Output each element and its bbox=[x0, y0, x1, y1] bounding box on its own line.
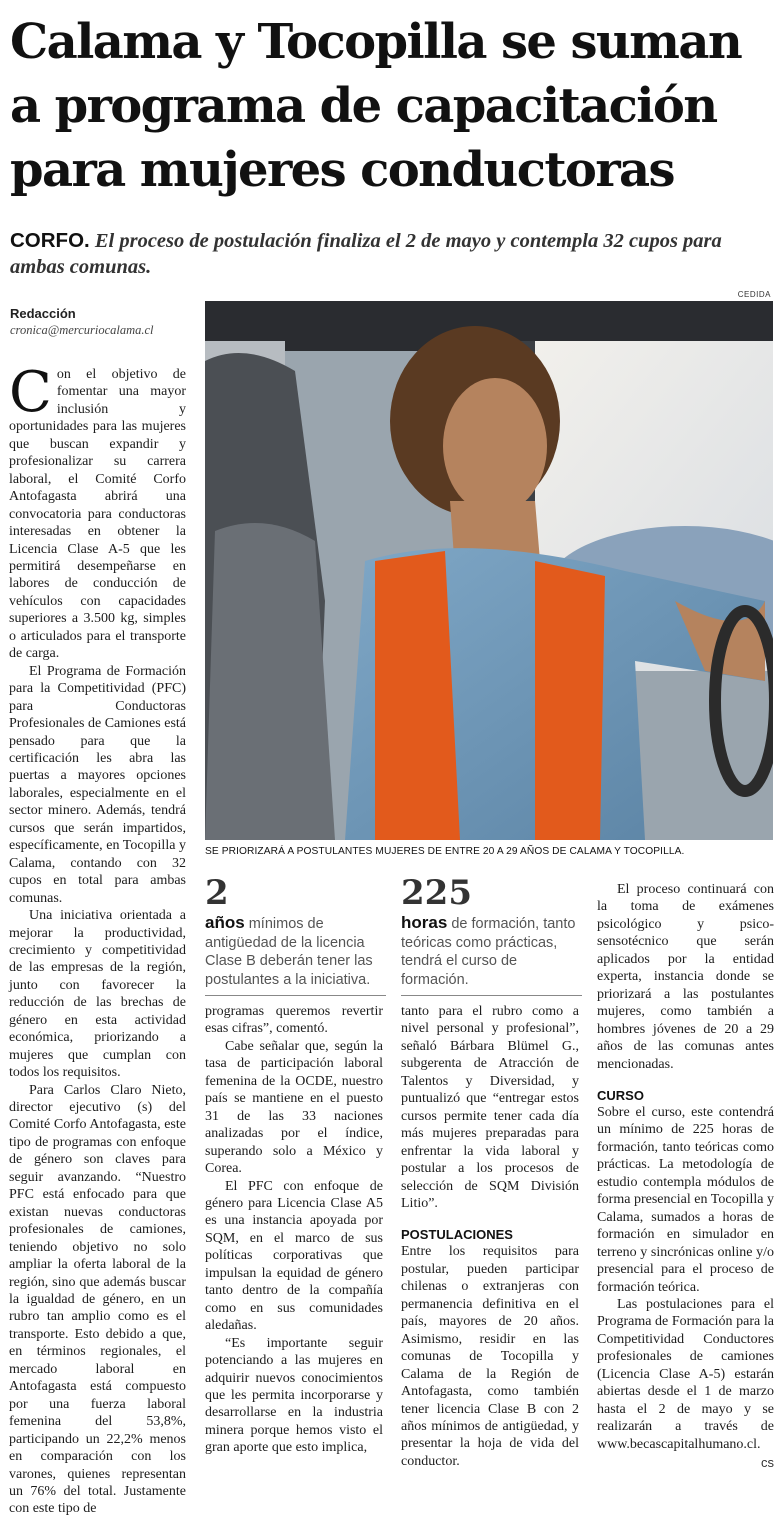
paragraph: tanto para el rubro como a nivel personal y profesional”, señaló Bárbara Blümel G., subgerenta de Atracción de Talentos y Diversidad, y puntualizó que “entregar estos cursos permite tener cada día más mujeres preparadas para enfrentar la vida laboral y postular a los procesos de selección de SQM División Litio”. bbox=[401, 1004, 579, 1211]
fact-text: de formación, tanto teóricas como prácticas, tendrá el curso de formación. bbox=[401, 916, 576, 988]
photo-caption: SE PRIORIZARÁ A POSTULANTES MUJERES DE ENTRE 20 A 29 AÑOS DE CALAMA Y TOCOPILLA. bbox=[205, 846, 685, 857]
paragraph: El proceso continuará con la toma de exámenes psicológico y psico-sensotécnico que serán aplicados por la entidad experta, instancia donde se priorizará a las postulantes mujeres, como también a hombres jóvenes de 20 a 29 años de las comunas antes mencionadas. bbox=[597, 882, 774, 1072]
drop-cap: C bbox=[9, 360, 52, 425]
fact-unit: años bbox=[205, 913, 245, 932]
article-column-1 bbox=[9, 360, 186, 1518]
paragraph: Cabe señalar que, según la tasa de participación laboral femenina de la OCDE, nuestro país se mantiene en el puesto 31 de las 33 naciones analizadas por el índice, superando solo a México y Corea. bbox=[205, 1038, 383, 1177]
kicker: CORFO. bbox=[10, 229, 90, 252]
paragraph: El PFC con enfoque de género para Licencia Clase A5 es una instancia apoyada por SQM, en el marco de sus políticas corporativas que impulsan la equidad de género tanto dentro de la compañía como en sus comunidades aledañas. bbox=[205, 1178, 383, 1334]
divider bbox=[401, 995, 582, 996]
article-column-3 bbox=[401, 1003, 579, 1470]
paragraph: Con el objetivo de fomentar una mayor inclusión y oportunidades para las mujeres que buscan expandir y profesionalizar su carrera laboral, el Comité Corfo Antofagasta abrirá una convocatoria para conductoras interesadas en obtener la Licencia Clase A-5 que les permitirá desempeñarse en labores de conducción de vehículos con capacidades superiores a 3.500 kg, simples o articulados para el transporte de carga. bbox=[9, 360, 186, 662]
byline-email: cronica@mercuriocalama.cl bbox=[10, 323, 154, 337]
paragraph: programas queremos revertir esas cifras”, comentó. bbox=[205, 1004, 383, 1037]
woman-driving-illustration bbox=[205, 301, 773, 840]
article-photo bbox=[205, 301, 773, 840]
paragraph: Las postulaciones para el Programa de Formación para la Competitividad Conductores profesionales de camiones (Licencia Clase A-5) estarán abiertas desde el 1 de marzo hasta el 2 de mayo y se realizarán a través de www.becascapitalhumano.cl. cs bbox=[597, 1296, 774, 1471]
article-column-4 bbox=[597, 881, 774, 1472]
fact-box-hours bbox=[401, 873, 583, 989]
headline: Calama y Tocopilla se suman a programa de capacitación para mujeres conductoras bbox=[10, 14, 742, 198]
fact-number: 2 bbox=[205, 873, 229, 913]
paragraph: Sobre el curso, este contendrá un mínimo de 225 horas de formación, tanto teóricas como prácticas. La metodología de estudio contempla módulos de forma presencial en Tocopilla y Calama, sumados a horas de formación en simulador en terreno y sincrónicas online y/o presencial para el proceso de formación teórica. bbox=[597, 1104, 774, 1295]
paragraph: El Programa de Formación para la Competitividad (PFC) para Conductoras Profesionales de Camiones está pensado para que la certificación les abra las puertas a mayores opciones laborales, especialmente en el sector minero. Además, tendrá cursos que serán impartidos, específicamente, en Tocopilla y Calama, contando con 32 cupos en total para ambas comunas. bbox=[9, 663, 186, 906]
fact-number: 225 bbox=[401, 873, 472, 913]
section-heading: POSTULACIONES bbox=[401, 1227, 513, 1243]
fact-box-years bbox=[205, 873, 387, 989]
paragraph: Entre los requisitos para postular, pueden participar chilenas o extranjeras con permanencia definitiva en el país, mayores de 20 años. Asimismo, residir en las comunas de Tocopilla y Calama de la Región de Antofagasta, como también tener licencia Clase B con 2 años mínimos de antigüedad, y presentar la hoja de vida del conductor. bbox=[401, 1244, 579, 1469]
divider bbox=[205, 995, 386, 996]
section-heading: CURSO bbox=[597, 1087, 644, 1103]
photo-credit: CEDIDA bbox=[737, 290, 771, 299]
end-mark: cs bbox=[761, 1455, 774, 1471]
fact-unit: horas bbox=[401, 913, 448, 932]
byline-name: Redacción bbox=[10, 306, 76, 321]
paragraph: Una iniciativa orientada a mejorar la productividad, crecimiento y competitividad de las empresas de la región, junto con favorecer la reducción de las brechas de género en esta actividad económica, priorizando a mujeres que cumplan con todos los requisitos. bbox=[9, 908, 186, 1081]
lead-paragraph bbox=[10, 228, 772, 280]
paragraph: Para Carlos Claro Nieto, director ejecutivo (s) del Comité Corfo Antofagasta, este tipo de programas con enfoque de género son claves para seguir avanzando. “Nuestro PFC está enfocado para que existan nuevas conductoras profesionales de camiones, teniendo objetivo no solo ampliar la oferta laboral de la región, sino que además buscar la igualdad de género, en un rubro tan amplio como es el transporte. Esto debido a que, en términos regionales, el mercado laboral en Antofagasta está compuesto por una fuerza laboral femenina del 53,8%, participando un 22,2% menos en comparación con los varones, quienes representan un 76% del total. Justamente con este tipo de bbox=[9, 1082, 186, 1517]
article-column-2 bbox=[205, 1003, 383, 1457]
byline bbox=[10, 306, 154, 338]
deck: El proceso de postulación finaliza el 2 de mayo y contempla 32 cupos para ambas comunas. bbox=[10, 230, 722, 278]
fact-text: mínimos de antigüedad de la licencia Clase B deberán tener las postulantes a la iniciativa. bbox=[205, 916, 373, 988]
paragraph: “Es importante seguir potenciando a las mujeres en adquirir nuevos conocimientos que les permita incorporarse y desarrollarse en la industria minera porque hemos visto el gran aporte que esto implica, bbox=[205, 1335, 383, 1456]
